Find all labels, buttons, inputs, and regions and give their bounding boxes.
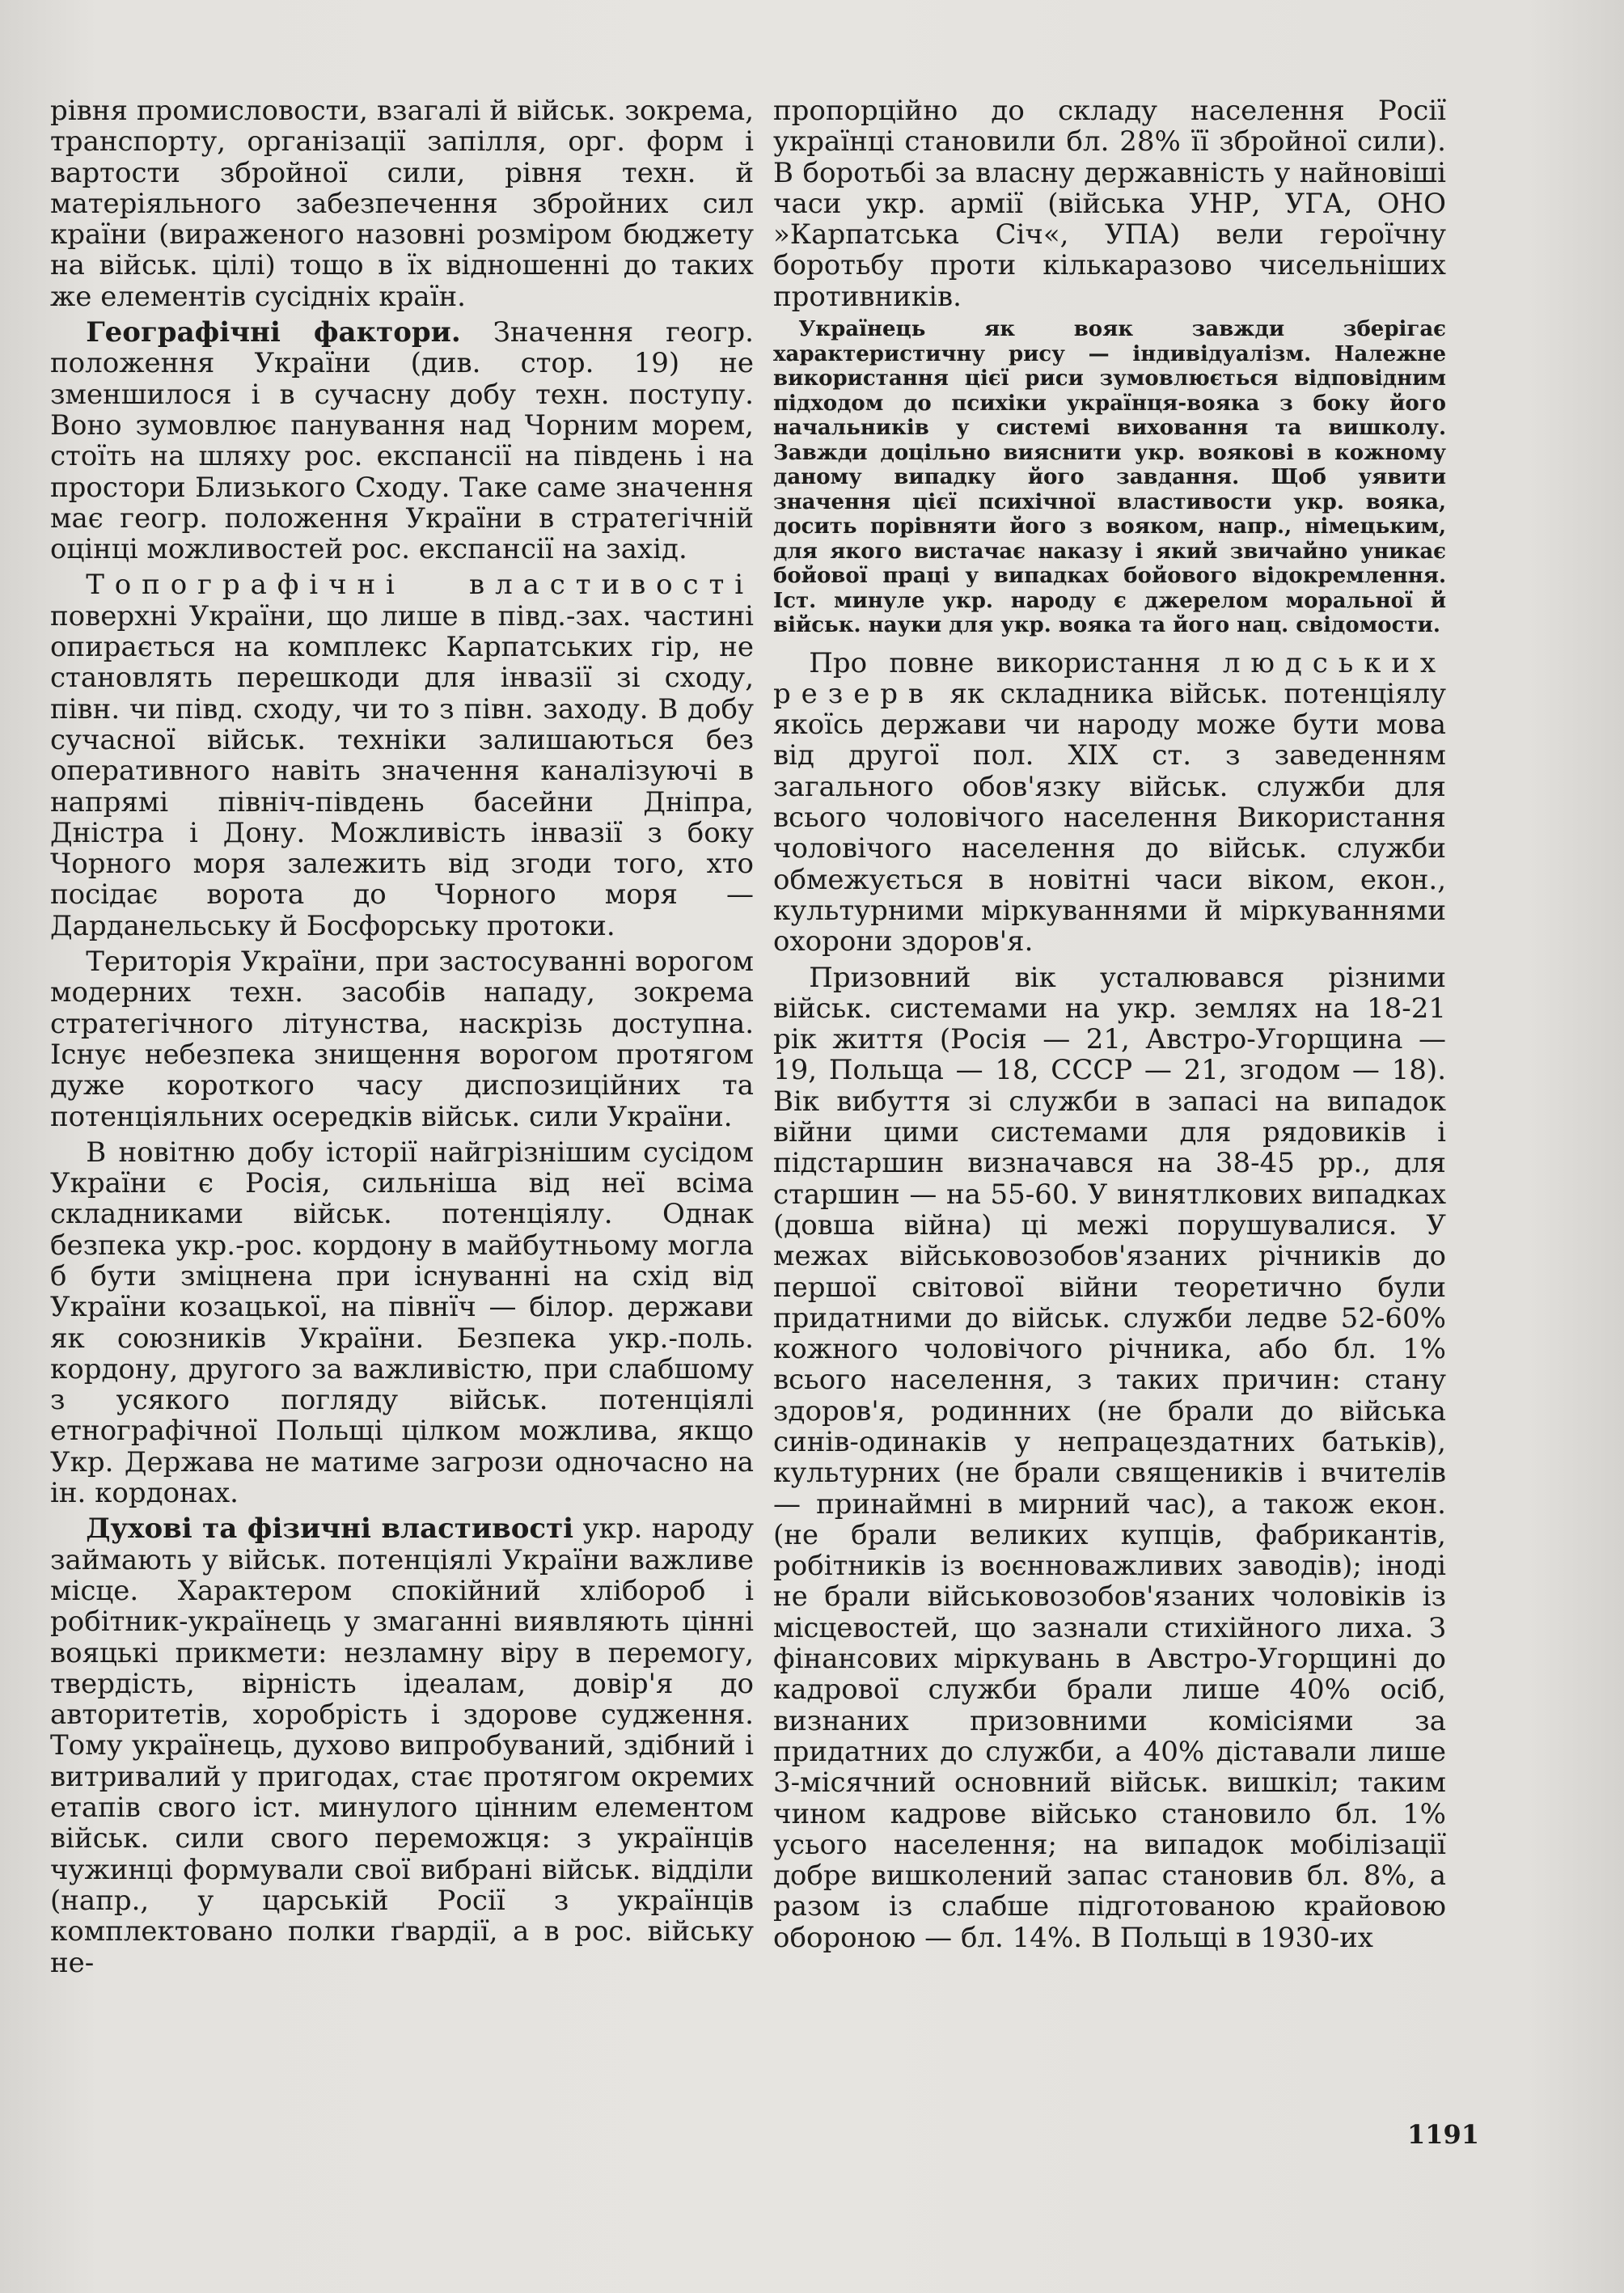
text-human-reserves: як складника військ. потенціялу якоїсь держави чи народу може бути мова від другої пол. XIX ст. з заведенням загального обов'язку військ. служби для всього чоловічого населення Використання чоловічого населення до військ. служби обмежується в новітні часи віком, екон., культурними міркуваннями й міркуваннями охорони здоров'я. bbox=[773, 677, 1446, 958]
paragraph-conscription-age: Призовний вік усталювався різними військ. системами на укр. землях на 18-21 рік життя (Росія — 21, Австро-Угорщина — 19, Польща — 18, СССР — 21, згодом — 18). Вік вибуття зі служби в запасі на випадок війни цими системами для рядовиків і підстаршин визначався на 38-45 рр., для старшин — на 55-60. У винятлкових випадках (довша війна) ці межі порушувалися. У межах військовозобов'язаних річників до першої світової війни теоретично були придатними до військ. служби ледве 52-60% кожного чоловічого річника, або бл. 1% всього населення, з таких причин: стану здоров'я, родинних (не брали до війська синів-одинаків у непрацездатних батьків), культурних (не брали священиків і вчителів — принаймні в мирний час), а також екон. (не брали великих купців, фабрикантів, робітників із воєнноважливих заводів); іноді не брали військовозобов'язаних чоловіків із місцевостей, що зазнали стихійного лиха. З фінансових міркувань в Австро-Угорщині до кадрової служби брали лише 40% осіб, визнаних призовними комісіями за придатних до служби, а 40% діставали лише 3-місячний основний військ. вишкіл; таким чином кадрове військо становило бл. 1% усього населення; на випадок мобілізації добре вишколений запас становив бл. 8%, а разом із слабше підготованою крайовою обороною — бл. 14%. В Польщі в 1930-их bbox=[773, 961, 1446, 1954]
paragraph-territory: Територія України, при застосуванні ворогом модерних техн. засобів нападу, зокрема стратегічного літунства, наскрізь доступна. Існує небезпека знищення ворогом протягом дуже короткого часу диспозиційних та потенціяльних осередків військ. сили України. bbox=[50, 946, 754, 1133]
heading-topography: Топографічні властивості bbox=[86, 569, 754, 602]
heading-human-reserves: людських резерв bbox=[773, 646, 1446, 710]
left-column bbox=[50, 95, 754, 1983]
paragraph-human-reserves bbox=[773, 648, 1446, 958]
paragraph-neighbours: В новітню добу історії найгрізнішим сусідом України є Росія, сильніша від неї всіма складниками військ. потенціялу. Однак безпека укр.-рос. кордону в майбутньому могла б бути зміцнена при існуванні на схід від України козацької, на півнїч — білор. держави як союзників України. Безпека укр.-поль. кордону, другого за важливістю, при слабшому з усякого погляду військ. потенціялі етнографічної Польщі цілком можлива, якщо Укр. Держава не матиме загрози одночасно на ін. кордонах. bbox=[50, 1136, 754, 1510]
heading-geographic-factors: Географічні фактори. bbox=[86, 316, 461, 349]
paragraph-geographic-factors bbox=[50, 317, 754, 565]
paragraph-proportion: пропорційно до складу населення Росії українці становили бл. 28% її збройної сили). В боротьбі за власну державність у найновіші часи укр. армії (війська УНР, УГА, ОНО »Карпатська Січ«, УПА) вели героїчну боротьбу проти кількаразово чисельніших противників. bbox=[773, 95, 1446, 313]
text-spiritual-properties: укр. народу займають у військ. потенціялі України важливе місце. Характером спокійний хлібороб і робітник-українець у змаганні виявляють цінні вояцькі прикмети: незламну віру в перемогу, твердість, вірність ідеалам, довір'я до авторитетів, хоробрість і здорове судження. Тому українець, духово випробуваний, здібний і витривалий у пригодах, стає протягом окремих етапів свого іст. минулого цінним елементом військ. сили свого переможця: з українців чужинці формували свої вибрані військ. відділи (напр., у царській Росії з українців комплектовано полки ґвардії, а в рос. війську не- bbox=[50, 1512, 754, 1979]
paragraph-industry: рівня промисловости, взагалі й військ. зокрема, транспорту, організації запілля, орг. форм і вартости збройної сили, рівня техн. й матеріяльного забезпечення збройних сил країни (вираженого назовні розміром бюджету на військ. цілі) тощо в їх відношенні до таких же елементів сусідніх країн. bbox=[50, 95, 754, 313]
paragraph-individualism-note: Українець як вояк завжди зберігає характеристичну рису — індивідуалізм. Належне використання цієї риси зумовлюється відповідним підходом до психіки українця-вояка з боку його начальників у системі виховання та вишколу. Завжди доцільно вияснити укр. воякові в кожному даному випадку його завдання. Щоб уявити значення цієї психічної властивости укр. вояка, досить порівняти його з вояком, напр., німецьким, для якого вистачає наказу і який звичайно уникає бойової праці у випадках бойового відокремлення. Іст. минуле укр. народу є джерелом моральної й військ. науки для укр. вояка та його нац. свідомости. bbox=[773, 317, 1446, 638]
right-column bbox=[773, 95, 1446, 1958]
text-topography: поверхні України, що лише в півд.-зах. частині опирається на комплекс Карпатських гір, не становлять перешкоди для інвазії зі сходу, півн. чи півд. сходу, чи то з півн. заходу. В добу сучасної військ. техніки залишаються без оперативного навіть значення каналізуючі в напрямі північ-південь басейни Дніпра, Дністра і Дону. Можливість інвазії з боку Чорного моря залежить від згоди того, хто посідає ворота до Чорного моря — Дарданельську й Босфорську протоки. bbox=[50, 599, 754, 942]
heading-spiritual-properties: Духові та фізичні властивості bbox=[86, 1512, 574, 1546]
text-human-reserves-pre: Про повне використання bbox=[809, 646, 1223, 679]
paragraph-topography bbox=[50, 569, 754, 941]
text-geographic-factors: Значення геогр. положення України (див. стор. 19) не зменшилося і в сучасну добу техн. поступу. Воно зумовлює панування над Чорним морем, стоїть на шляху рос. експансії на південь і на простори Близького Сходу. Таке саме значення має геогр. положення України в стратегічній оцінці можливостей рос. експансії на захід. bbox=[50, 316, 754, 566]
page-number: 1191 bbox=[1407, 2119, 1480, 2150]
paragraph-spiritual-properties bbox=[50, 1513, 754, 1978]
